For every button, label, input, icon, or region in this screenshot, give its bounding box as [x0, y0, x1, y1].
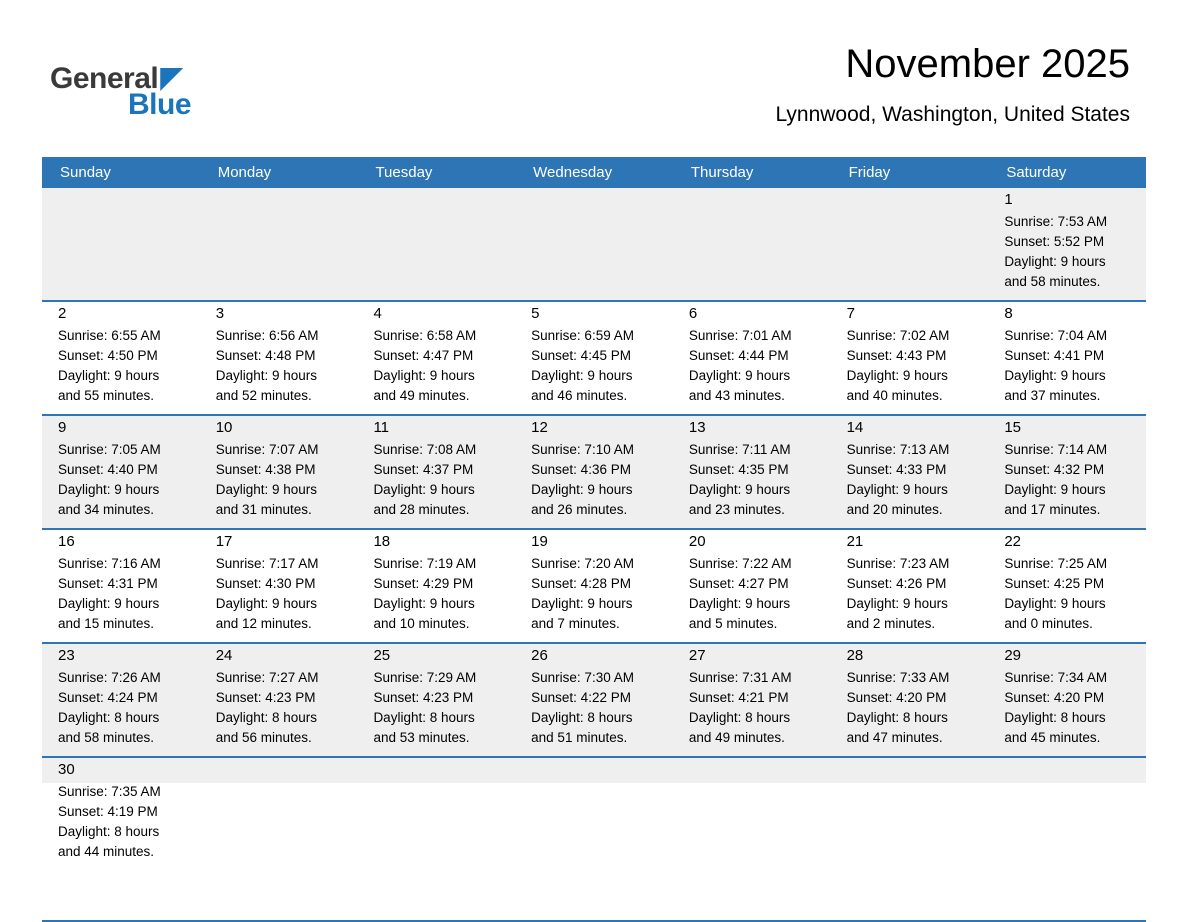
day-info-line: and 5 minutes.: [688, 616, 778, 631]
day-info-line: Sunrise: 7:14 AM: [1004, 442, 1108, 457]
day-cell-12: [515, 416, 673, 528]
day-number: 20: [688, 533, 706, 550]
day-info-line: Daylight: 9 hours: [58, 596, 160, 611]
day-cell-21: [831, 530, 989, 642]
day-info-line: and 40 minutes.: [846, 388, 943, 403]
day-info-line: Sunrise: 7:29 AM: [373, 670, 477, 685]
day-info-line: Daylight: 9 hours: [1004, 482, 1106, 497]
day-info-line: Daylight: 9 hours: [1004, 596, 1106, 611]
day-info-line: Sunrise: 6:59 AM: [531, 328, 634, 343]
day-info-line: Sunrise: 7:23 AM: [846, 556, 950, 571]
week-row-6: [42, 756, 1146, 920]
day-info-line: Daylight: 8 hours: [846, 710, 948, 725]
weekday-header-wednesday: Wednesday: [533, 164, 613, 181]
day-cell-24: [200, 644, 358, 756]
day-info-line: Daylight: 8 hours: [688, 710, 791, 725]
day-info-line: Sunrise: 7:19 AM: [373, 556, 477, 571]
day-cell-4: [357, 302, 515, 414]
day-info-line: Sunrise: 7:35 AM: [58, 784, 161, 799]
day-info-line: Daylight: 9 hours: [688, 482, 791, 497]
day-info-line: and 10 minutes.: [373, 616, 470, 631]
day-cell-2: [42, 302, 200, 414]
day-info-line: Sunset: 4:20 PM: [846, 690, 947, 705]
day-info-line: Sunset: 4:36 PM: [531, 462, 631, 477]
day-cell-empty: [515, 758, 673, 920]
day-cell-20: [673, 530, 831, 642]
logo-text-blue: Blue: [128, 88, 192, 121]
day-info-line: Sunrise: 7:26 AM: [58, 670, 161, 685]
day-info-line: Daylight: 8 hours: [215, 710, 318, 725]
day-info-line: Sunset: 4:22 PM: [531, 690, 631, 705]
day-info-line: Sunrise: 7:01 AM: [688, 328, 792, 343]
day-info-line: Sunrise: 7:34 AM: [1004, 670, 1108, 685]
day-number: 12: [531, 419, 548, 436]
day-info-line: Sunset: 4:27 PM: [688, 576, 789, 591]
day-info-line: Sunrise: 7:17 AM: [215, 556, 319, 571]
day-info-line: and 23 minutes.: [688, 502, 785, 517]
day-cell-empty: [831, 188, 989, 300]
weekday-header-row: [42, 157, 1146, 188]
day-number: 16: [58, 533, 75, 550]
day-info-line: Sunrise: 7:10 AM: [531, 442, 634, 457]
day-number: 17: [215, 533, 233, 550]
day-number: 9: [58, 419, 67, 436]
day-info-line: Daylight: 9 hours: [373, 368, 475, 383]
day-info-line: Sunset: 4:29 PM: [373, 576, 474, 591]
day-info-line: Sunrise: 7:05 AM: [58, 442, 161, 457]
day-info-line: and 28 minutes.: [373, 502, 470, 517]
day-info-line: Daylight: 9 hours: [846, 482, 948, 497]
day-number: 15: [1004, 419, 1021, 436]
day-number: 23: [58, 647, 75, 664]
day-number: 22: [1004, 533, 1021, 550]
day-number: 8: [1004, 305, 1013, 322]
day-info-line: Sunrise: 7:30 AM: [531, 670, 634, 685]
day-cell-27: [673, 644, 831, 756]
day-info-line: Sunrise: 7:27 AM: [215, 670, 319, 685]
day-number: 5: [531, 305, 540, 322]
day-number: 24: [215, 647, 233, 664]
day-info-line: Sunset: 4:32 PM: [1004, 462, 1105, 477]
day-number: 4: [373, 305, 382, 322]
day-number: 6: [688, 305, 698, 322]
day-cell-13: [673, 416, 831, 528]
weekday-header-tuesday: Tuesday: [375, 164, 433, 181]
day-cell-empty: [200, 188, 358, 300]
day-info-line: Sunset: 4:31 PM: [58, 576, 158, 591]
day-info-line: and 58 minutes.: [1004, 274, 1101, 289]
day-info-line: Sunrise: 7:20 AM: [531, 556, 634, 571]
day-info-line: and 15 minutes.: [58, 616, 155, 631]
day-info-line: Sunrise: 7:25 AM: [1004, 556, 1108, 571]
weekday-header-monday: Monday: [217, 164, 272, 181]
day-cell-25: [357, 644, 515, 756]
day-info-line: Daylight: 9 hours: [531, 482, 633, 497]
day-info-line: and 51 minutes.: [531, 730, 628, 745]
day-info-line: Sunset: 4:38 PM: [215, 462, 316, 477]
week-row-4: [42, 528, 1146, 642]
day-info-line: and 31 minutes.: [215, 502, 312, 517]
day-info-line: Sunset: 4:23 PM: [215, 690, 316, 705]
day-info-line: Sunrise: 7:02 AM: [846, 328, 950, 343]
day-info-line: Daylight: 9 hours: [1004, 254, 1106, 269]
day-number: 1: [1004, 191, 1013, 208]
day-info-line: Sunrise: 7:04 AM: [1004, 328, 1108, 343]
page-header: [0, 0, 1188, 157]
day-info-line: Sunrise: 6:55 AM: [58, 328, 161, 343]
day-number: 29: [1004, 647, 1021, 664]
day-cell-28: [831, 644, 989, 756]
day-cell-empty: [673, 188, 831, 300]
day-cell-empty: [357, 188, 515, 300]
day-cell-26: [515, 644, 673, 756]
day-info-line: Sunrise: 7:22 AM: [688, 556, 792, 571]
calendar-grid: [42, 157, 1146, 922]
day-info-line: Sunset: 4:26 PM: [846, 576, 947, 591]
page-subtitle: Lynnwood, Washington, United States: [775, 103, 1130, 126]
weekday-header-thursday: Thursday: [690, 164, 754, 181]
day-info-line: and 49 minutes.: [688, 730, 785, 745]
day-info-line: Sunset: 4:47 PM: [373, 348, 474, 363]
day-info-line: Sunset: 4:24 PM: [58, 690, 158, 705]
day-info-line: Sunset: 4:45 PM: [531, 348, 631, 363]
day-info-line: Sunset: 4:43 PM: [846, 348, 947, 363]
day-info-line: Sunset: 4:23 PM: [373, 690, 474, 705]
day-cell-empty: [673, 758, 831, 920]
day-cell-9: [42, 416, 200, 528]
day-cell-3: [200, 302, 358, 414]
day-info-line: Daylight: 9 hours: [531, 596, 633, 611]
day-info-line: Sunset: 4:20 PM: [1004, 690, 1105, 705]
day-cell-empty: [988, 758, 1146, 920]
day-number: 19: [531, 533, 548, 550]
day-cell-8: [988, 302, 1146, 414]
day-info-line: Daylight: 9 hours: [373, 482, 475, 497]
day-cell-19: [515, 530, 673, 642]
general-blue-logo: [50, 64, 191, 120]
day-info-line: and 12 minutes.: [215, 616, 312, 631]
day-info-line: Daylight: 9 hours: [58, 482, 160, 497]
logo-text-general: General: [50, 62, 159, 95]
day-info-line: Daylight: 9 hours: [688, 368, 791, 383]
day-info-line: Daylight: 8 hours: [58, 824, 160, 839]
day-cell-7: [831, 302, 989, 414]
day-info-line: and 45 minutes.: [1004, 730, 1101, 745]
day-cell-empty: [515, 188, 673, 300]
day-info-line: and 56 minutes.: [215, 730, 312, 745]
day-number: 11: [373, 419, 390, 436]
day-info-line: Daylight: 9 hours: [531, 368, 633, 383]
day-info-line: Sunrise: 7:16 AM: [58, 556, 161, 571]
day-info-line: Sunrise: 7:31 AM: [688, 670, 792, 685]
week-row-2: [42, 300, 1146, 414]
day-info-line: and 17 minutes.: [1004, 502, 1101, 517]
day-number: 2: [58, 305, 67, 322]
day-info-line: Daylight: 8 hours: [58, 710, 160, 725]
day-cell-1: [988, 188, 1146, 300]
day-number: 28: [846, 647, 864, 664]
day-info-line: and 26 minutes.: [531, 502, 628, 517]
day-info-line: and 37 minutes.: [1004, 388, 1101, 403]
day-info-line: Sunset: 4:25 PM: [1004, 576, 1105, 591]
day-number: 7: [846, 305, 855, 322]
day-info-line: Daylight: 9 hours: [1004, 368, 1106, 383]
day-info-line: Daylight: 8 hours: [373, 710, 475, 725]
day-info-line: Sunrise: 7:33 AM: [846, 670, 950, 685]
day-info-line: Sunset: 4:37 PM: [373, 462, 474, 477]
day-info-line: Daylight: 9 hours: [373, 596, 475, 611]
weekday-header-saturday: Saturday: [1006, 164, 1067, 181]
day-info-line: Daylight: 8 hours: [1004, 710, 1106, 725]
day-info-line: Daylight: 9 hours: [58, 368, 160, 383]
day-info-line: Daylight: 9 hours: [846, 368, 948, 383]
day-cell-empty: [357, 758, 515, 920]
day-info-line: and 49 minutes.: [373, 388, 470, 403]
day-info-line: and 52 minutes.: [215, 388, 312, 403]
day-number: 21: [846, 533, 864, 550]
day-info-line: Sunset: 4:33 PM: [846, 462, 947, 477]
day-cell-29: [988, 644, 1146, 756]
day-number: 25: [373, 647, 391, 664]
day-number: 30: [58, 761, 75, 778]
day-info-line: Sunset: 4:21 PM: [688, 690, 789, 705]
day-info-line: Daylight: 9 hours: [215, 368, 318, 383]
day-info-line: Sunrise: 7:53 AM: [1004, 214, 1108, 229]
day-cell-6: [673, 302, 831, 414]
page-title: November 2025: [845, 42, 1130, 86]
day-cell-empty: [42, 188, 200, 300]
day-number: 13: [688, 419, 706, 436]
day-cell-10: [200, 416, 358, 528]
day-number: 26: [531, 647, 548, 664]
day-info-line: and 55 minutes.: [58, 388, 155, 403]
day-info-line: Sunset: 4:35 PM: [688, 462, 789, 477]
day-cell-5: [515, 302, 673, 414]
day-number: 10: [215, 419, 233, 436]
day-info-line: and 43 minutes.: [688, 388, 785, 403]
day-cell-15: [988, 416, 1146, 528]
day-info-line: Sunset: 4:28 PM: [531, 576, 631, 591]
title-block: [776, 36, 1131, 127]
day-number: 18: [373, 533, 391, 550]
day-info-line: Sunrise: 6:58 AM: [373, 328, 477, 343]
week-row-1: [42, 188, 1146, 300]
day-info-line: Daylight: 8 hours: [531, 710, 633, 725]
day-info-line: Daylight: 9 hours: [215, 482, 318, 497]
day-info-line: Daylight: 9 hours: [215, 596, 318, 611]
day-info-line: and 2 minutes.: [846, 616, 936, 631]
day-cell-18: [357, 530, 515, 642]
day-info-line: Sunset: 4:41 PM: [1004, 348, 1105, 363]
day-cell-16: [42, 530, 200, 642]
day-info-line: Sunset: 4:19 PM: [58, 804, 158, 819]
day-info-line: Sunset: 4:48 PM: [215, 348, 316, 363]
day-cell-14: [831, 416, 989, 528]
day-info-line: and 0 minutes.: [1004, 616, 1093, 631]
day-number: 14: [846, 419, 864, 436]
day-cell-17: [200, 530, 358, 642]
day-info-line: Sunrise: 7:11 AM: [688, 442, 791, 457]
day-info-line: Sunset: 4:44 PM: [688, 348, 789, 363]
day-cell-22: [988, 530, 1146, 642]
day-info-line: and 20 minutes.: [846, 502, 943, 517]
day-info-line: and 53 minutes.: [373, 730, 470, 745]
weekday-header-friday: Friday: [848, 164, 891, 181]
day-info-line: and 47 minutes.: [846, 730, 943, 745]
day-info-line: Sunrise: 6:56 AM: [215, 328, 319, 343]
day-info-line: Sunset: 4:50 PM: [58, 348, 158, 363]
day-cell-30: [42, 758, 200, 920]
day-info-line: Sunrise: 7:08 AM: [373, 442, 477, 457]
day-info-line: and 58 minutes.: [58, 730, 155, 745]
day-cell-23: [42, 644, 200, 756]
day-info-line: Daylight: 9 hours: [846, 596, 948, 611]
day-cell-11: [357, 416, 515, 528]
calendar-weeks: [42, 188, 1146, 922]
day-number: 27: [688, 647, 706, 664]
day-info-line: and 46 minutes.: [531, 388, 628, 403]
day-info-line: and 34 minutes.: [58, 502, 155, 517]
week-row-3: [42, 414, 1146, 528]
week-row-5: [42, 642, 1146, 756]
day-info-line: Sunrise: 7:07 AM: [215, 442, 319, 457]
day-info-line: Daylight: 9 hours: [688, 596, 791, 611]
day-info-line: Sunset: 4:40 PM: [58, 462, 158, 477]
weekday-header-sunday: Sunday: [60, 164, 111, 181]
day-cell-empty: [831, 758, 989, 920]
day-info-line: Sunset: 5:52 PM: [1004, 234, 1105, 249]
day-info-line: and 44 minutes.: [58, 844, 155, 859]
day-info-line: Sunrise: 7:13 AM: [846, 442, 950, 457]
day-info-line: and 7 minutes.: [531, 616, 620, 631]
day-cell-empty: [200, 758, 358, 920]
day-info-line: Sunset: 4:30 PM: [215, 576, 316, 591]
day-number: 3: [215, 305, 225, 322]
